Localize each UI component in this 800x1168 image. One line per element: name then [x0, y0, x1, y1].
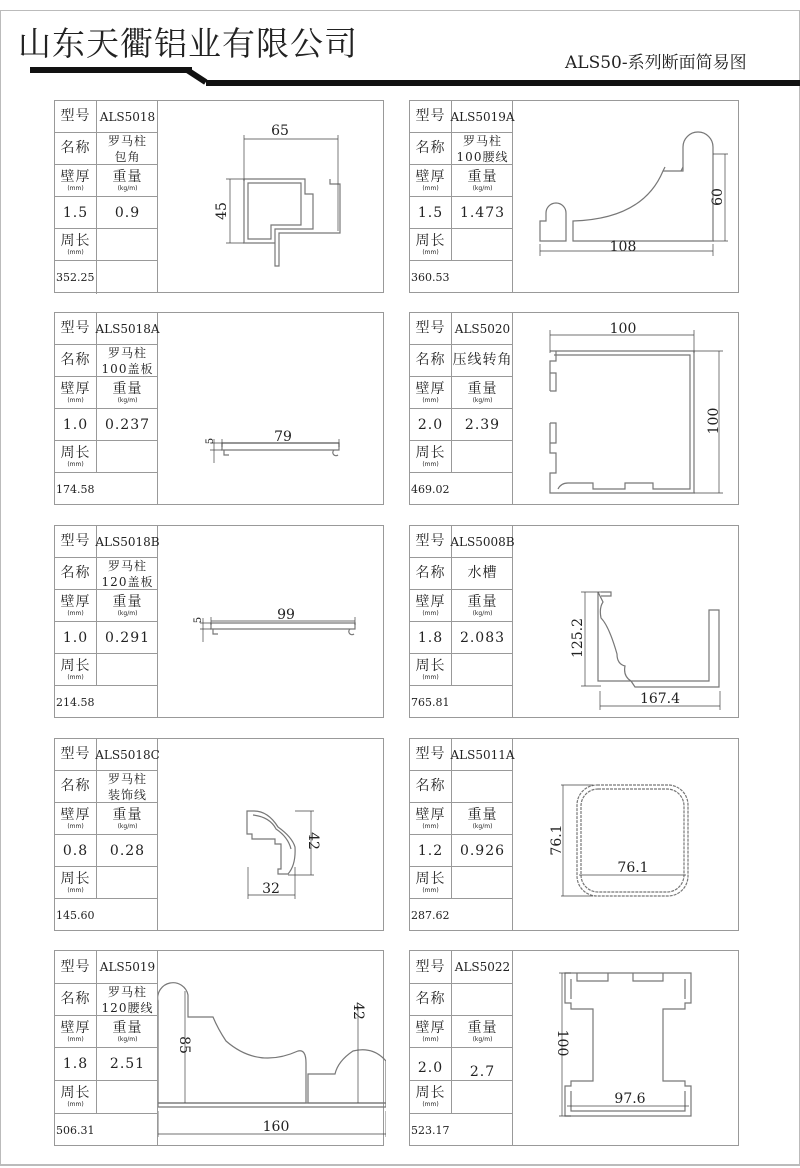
weight-unit: (kg/m): [472, 1035, 493, 1043]
profile-drawing: [158, 739, 383, 930]
weight-value: 0.28: [109, 842, 146, 859]
spec-table: [55, 313, 158, 504]
name-label: 名称: [415, 778, 446, 794]
perimeter-unit: (mm): [422, 248, 439, 256]
weight-value: 2.7: [469, 1064, 496, 1080]
model-value: ALS5020: [454, 321, 511, 336]
header-rule-right: [206, 80, 800, 86]
name-line2: 120腰线: [101, 1000, 154, 1015]
perimeter-value: 214.58: [56, 696, 95, 709]
weight-label: 重量: [467, 593, 498, 610]
thickness-unit: (mm): [422, 396, 439, 404]
width-dimension: 167.4: [639, 691, 681, 707]
name-line1: 压线转角: [452, 352, 513, 368]
height-dimension: 125.2: [570, 617, 586, 659]
spec-table: [55, 739, 158, 930]
weight-label: 重量: [112, 1019, 143, 1036]
weight-unit: (kg/m): [472, 396, 493, 404]
weight-value: 0.926: [459, 842, 506, 859]
height-dimension: 60: [710, 188, 726, 206]
thickness-label: 壁厚: [415, 168, 446, 185]
model-value: ALS5018C: [95, 747, 160, 762]
name-line1: 罗马柱: [107, 133, 147, 148]
profile-card: [409, 525, 739, 718]
thickness-value: 0.8: [62, 842, 89, 859]
name-label: 名称: [60, 352, 91, 368]
name-line2: 100腰线: [456, 149, 509, 164]
profile-card: [54, 100, 384, 293]
perimeter-value: 523.17: [411, 1124, 450, 1137]
thickness-label: 壁厚: [60, 380, 91, 397]
profile-drawing: [158, 313, 383, 504]
profile-drawing: [513, 313, 738, 504]
thickness-label: 壁厚: [60, 168, 91, 185]
thickness-unit: (mm): [422, 1035, 439, 1043]
water-trough-profile-icon: [513, 526, 738, 719]
perimeter-label: 周长: [415, 657, 446, 674]
model-label: 型号: [415, 320, 446, 336]
square-tube-profile-icon: [513, 739, 738, 932]
height-dimension: 42: [305, 832, 321, 850]
profile-card: [409, 738, 739, 931]
thickness-value: 1.8: [417, 629, 444, 646]
perimeter-label: 周长: [60, 444, 91, 461]
weight-value: 0.291: [104, 629, 151, 646]
thickness-unit: (mm): [67, 396, 84, 404]
width-dimension: 97.6: [614, 1091, 646, 1107]
model-value: ALS5011A: [450, 747, 515, 762]
spec-table: [55, 526, 158, 717]
model-value: ALS5022: [454, 960, 511, 974]
waist-line-profile-icon: [513, 101, 738, 294]
thickness-unit: (mm): [422, 609, 439, 617]
weight-label: 重量: [467, 806, 498, 823]
weight-value: 1.473: [459, 204, 506, 221]
perimeter-unit: (mm): [67, 673, 84, 681]
thickness-unit: (mm): [67, 609, 84, 617]
perimeter-value: 469.02: [411, 483, 450, 496]
profile-drawing: [513, 739, 738, 930]
thickness-value: 1.5: [62, 204, 89, 221]
thickness-label: 壁厚: [60, 806, 91, 823]
thickness-label: 壁厚: [415, 593, 446, 610]
width-dimension: 32: [262, 881, 280, 897]
spec-table: [55, 951, 158, 1145]
name-line1: 罗马柱: [107, 984, 147, 999]
waist-line-profile-icon: [158, 951, 386, 1147]
weight-label: 重量: [467, 1019, 498, 1036]
weight-value: 2.39: [464, 416, 501, 433]
thickness-value: 1.0: [62, 629, 89, 646]
name-line1: 罗马柱: [107, 345, 147, 360]
perimeter-unit: (mm): [422, 1101, 439, 1108]
weight-label: 重量: [467, 168, 498, 185]
profile-card: [409, 950, 739, 1146]
model-label: 型号: [415, 746, 446, 762]
perimeter-unit: (mm): [67, 886, 84, 894]
perimeter-label: 周长: [415, 870, 446, 887]
cover-plate-profile-icon: [158, 313, 383, 506]
height-dimension: 85: [176, 1036, 192, 1054]
cover-plate-profile-icon: [158, 526, 383, 719]
name-label: 名称: [415, 140, 446, 156]
perimeter-value: 360.53: [411, 271, 450, 284]
name-label: 名称: [415, 991, 446, 1007]
model-value: ALS5018A: [95, 321, 160, 336]
perimeter-value: 287.62: [411, 909, 450, 922]
weight-value: 2.51: [109, 1056, 146, 1072]
thickness-unit: (mm): [67, 184, 84, 192]
perimeter-unit: (mm): [67, 460, 84, 468]
corner-line-profile-icon: [513, 313, 738, 506]
thickness-unit: (mm): [422, 822, 439, 830]
header-rule-left: [30, 67, 192, 73]
spec-table: [55, 101, 158, 292]
perimeter-label: 周长: [415, 1085, 446, 1101]
weight-label: 重量: [467, 380, 498, 397]
spec-table: [410, 313, 513, 504]
spec-table: [410, 526, 513, 717]
width-dimension: 160: [262, 1119, 290, 1135]
thickness-label: 壁厚: [60, 593, 91, 610]
width-dimension: 99: [277, 607, 295, 623]
profile-card: [409, 312, 739, 505]
profile-card: [54, 950, 384, 1146]
height-dimension: 76.1: [549, 824, 565, 856]
weight-value: 0.9: [114, 204, 141, 221]
height-dimension: 5: [193, 616, 204, 624]
model-value: ALS5019: [99, 960, 156, 974]
thickness-label: 壁厚: [415, 380, 446, 397]
name-label: 名称: [60, 778, 91, 794]
width-dimension: 65: [271, 123, 289, 139]
height-dimension: 45: [214, 202, 230, 220]
profile-drawing: [513, 951, 738, 1145]
model-label: 型号: [60, 533, 91, 549]
name-label: 名称: [60, 991, 91, 1007]
model-value: ALS5018B: [95, 534, 160, 549]
height-dimension: 100: [706, 407, 722, 435]
secondary-height-dimension: 42: [350, 1002, 366, 1020]
weight-unit: (kg/m): [117, 184, 138, 192]
name-line1: 罗马柱: [107, 558, 147, 573]
model-value: ALS5008B: [450, 534, 515, 549]
name-line1: 罗马柱: [107, 771, 147, 786]
profile-drawing: [158, 526, 383, 717]
name-line1: 水槽: [467, 565, 498, 581]
perimeter-label: 周长: [60, 232, 91, 249]
catalog-subtitle: ALS50-系列断面简易图: [565, 53, 747, 73]
perimeter-value: 352.25: [56, 271, 95, 284]
name-line2: 装饰线: [107, 787, 147, 802]
perimeter-label: 周长: [60, 657, 91, 674]
weight-unit: (kg/m): [117, 1035, 138, 1043]
weight-label: 重量: [112, 380, 143, 397]
weight-unit: (kg/m): [472, 184, 493, 192]
name-label: 名称: [415, 565, 446, 581]
model-label: 型号: [60, 958, 91, 975]
company-name: 山东天衢铝业有限公司: [18, 24, 358, 63]
weight-value: 0.237: [104, 416, 151, 433]
corner-profile-icon: [158, 101, 383, 294]
weight-value: 2.083: [459, 629, 506, 646]
weight-unit: (kg/m): [117, 609, 138, 617]
weight-label: 重量: [112, 168, 143, 185]
perimeter-unit: (mm): [67, 1101, 84, 1108]
weight-unit: (kg/m): [472, 822, 493, 830]
model-label: 型号: [415, 533, 446, 549]
thickness-value: 2.0: [417, 416, 444, 433]
perimeter-unit: (mm): [422, 460, 439, 468]
model-value: ALS5019A: [450, 109, 515, 124]
thickness-label: 壁厚: [415, 1019, 446, 1036]
profile-drawing: [158, 951, 383, 1145]
perimeter-value: 174.58: [56, 483, 95, 496]
weight-unit: (kg/m): [472, 609, 493, 617]
thickness-label: 壁厚: [415, 806, 446, 823]
weight-unit: (kg/m): [117, 396, 138, 404]
weight-unit: (kg/m): [117, 822, 138, 830]
model-label: 型号: [415, 958, 446, 975]
perimeter-value: 506.31: [56, 1124, 95, 1137]
perimeter-label: 周长: [60, 1085, 91, 1101]
thickness-value: 2.0: [417, 1060, 444, 1076]
name-line2: 100盖板: [101, 361, 154, 376]
width-dimension: 100: [609, 321, 637, 337]
perimeter-label: 周长: [415, 444, 446, 461]
perimeter-label: 周长: [415, 232, 446, 249]
perimeter-value: 765.81: [411, 696, 450, 709]
name-line2: 包角: [114, 149, 141, 164]
page-frame-bottom: [0, 1164, 800, 1166]
name-line1: 罗马柱: [462, 133, 502, 148]
name-label: 名称: [60, 565, 91, 581]
thickness-label: 壁厚: [60, 1019, 91, 1036]
model-label: 型号: [60, 320, 91, 336]
model-label: 型号: [60, 108, 91, 124]
profile-drawing: [513, 101, 738, 292]
width-dimension: 108: [609, 239, 637, 255]
profile-drawing: [513, 526, 738, 717]
thickness-unit: (mm): [67, 1035, 84, 1043]
weight-label: 重量: [112, 593, 143, 610]
name-line2: 120盖板: [101, 574, 154, 589]
model-label: 型号: [60, 746, 91, 762]
model-value: ALS5018: [99, 109, 156, 124]
spec-table: [410, 739, 513, 930]
width-dimension: 76.1: [617, 860, 649, 876]
perimeter-label: 周长: [60, 870, 91, 887]
thickness-value: 1.0: [62, 416, 89, 433]
decorative-line-profile-icon: [158, 739, 383, 932]
h-beam-profile-icon: [513, 951, 738, 1147]
profile-card: [409, 100, 739, 293]
profile-card: [54, 312, 384, 505]
thickness-value: 1.5: [417, 204, 444, 221]
perimeter-unit: (mm): [422, 886, 439, 894]
perimeter-unit: (mm): [67, 248, 84, 256]
perimeter-value: 145.60: [56, 909, 95, 922]
thickness-value: 1.2: [417, 842, 444, 859]
name-label: 名称: [415, 352, 446, 368]
width-dimension: 79: [274, 429, 292, 445]
thickness-value: 1.8: [62, 1056, 89, 1072]
spec-table: [410, 101, 513, 292]
thickness-unit: (mm): [67, 822, 84, 830]
perimeter-unit: (mm): [422, 673, 439, 681]
spec-table: [410, 951, 513, 1145]
profile-card: [54, 738, 384, 931]
profile-drawing: [158, 101, 383, 292]
model-label: 型号: [415, 108, 446, 124]
name-label: 名称: [60, 140, 91, 156]
profile-card: [54, 525, 384, 718]
height-dimension: 100: [554, 1029, 570, 1057]
weight-label: 重量: [112, 806, 143, 823]
height-dimension: 5: [205, 437, 216, 445]
thickness-unit: (mm): [422, 184, 439, 192]
